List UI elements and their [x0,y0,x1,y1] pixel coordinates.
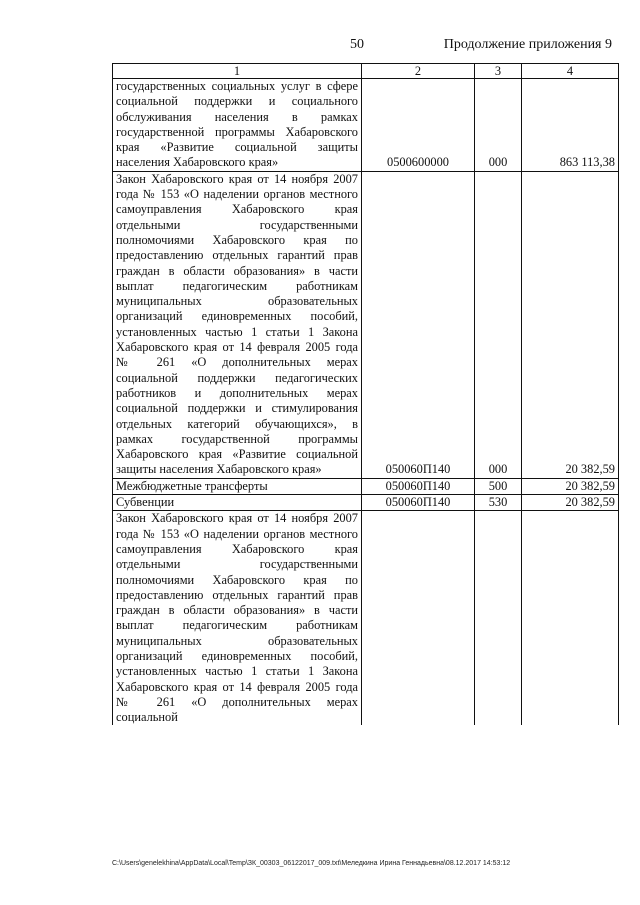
row-expense-type: 000 [475,171,522,478]
column-header-1: 1 [113,64,362,79]
row-name: Закон Хабаровского края от 14 ноября 2007 года № 153 «О наделении органов местного самоуправления Хабаровского края отдельными государственными полномочиями Хабаровского края по предоставлению отдельных гарантий прав граждан в области образования» в части выплат педагогическим работникам муниципальных образовательных организаций единовременных пособий, установленных частью 1 статьи 1 Закона Хабаровского края от 14 февраля 2005 года № 261 «О дополнительных мерах социальной поддержки педагогических работников и дополнительных мерах социальной поддержки и стимулирования отдельных категорий обучающихся», в рамках государственной программы Хабаровского края «Развитие социальной защиты населения Хабаровского края» [113,171,362,478]
row-sum: 20 382,59 [522,495,619,511]
row-sum: 20 382,59 [522,478,619,494]
row-expense-type: 000 [475,79,522,172]
row-sum: 20 382,59 [522,171,619,478]
page-number: 50 [350,37,364,52]
row-code: 050060П140 [362,478,475,494]
row-name: государственных социальных услуг в сфере социальной поддержки и социального обслуживания населения в рамках государственной программы Хабаровского края «Развитие социальной защиты населения Хабаровского края» [113,79,362,172]
file-path-footer: C:\Users\genelekhina\AppData\Local\Temp\ЗК_00303_06122017_009.txt\Меледкина Ирина Геннадьевна\08.12.2017 14:53:12 [112,860,511,867]
row-expense-type: 500 [475,478,522,494]
row-name: Закон Хабаровского края от 14 ноября 2007 года № 153 «О наделении органов местного самоуправления Хабаровского края отдельными государственными полномочиями Хабаровского края по предоставлению отдельных гарантий прав граждан в области образования» в части выплат педагогическим работникам муниципальных образовательных организаций единовременных пособий, установленных частью 1 статьи 1 Закона Хабаровского края от 14 февраля 2005 года № 261 «О дополнительных мерах социальной [113,511,362,726]
row-code: 0500600000 [362,79,475,172]
row-sum: 863 113,38 [522,79,619,172]
row-name: Субвенции [113,495,362,511]
table-row [113,171,619,478]
table-row [113,79,619,172]
table-row [113,511,619,726]
table-row [113,495,619,511]
row-sum [522,511,619,726]
row-expense-type [475,511,522,726]
budget-table [112,63,619,725]
row-code [362,511,475,726]
row-code: 050060П140 [362,495,475,511]
continuation-caption: Продолжение приложения 9 [443,37,612,52]
row-expense-type: 530 [475,495,522,511]
row-name: Межбюджетные трансферты [113,478,362,494]
row-code: 050060П140 [362,171,475,478]
table-row [113,478,619,494]
column-header-3: 3 [475,64,522,79]
table-header-row [113,64,619,79]
column-header-2: 2 [362,64,475,79]
column-header-4: 4 [522,64,619,79]
